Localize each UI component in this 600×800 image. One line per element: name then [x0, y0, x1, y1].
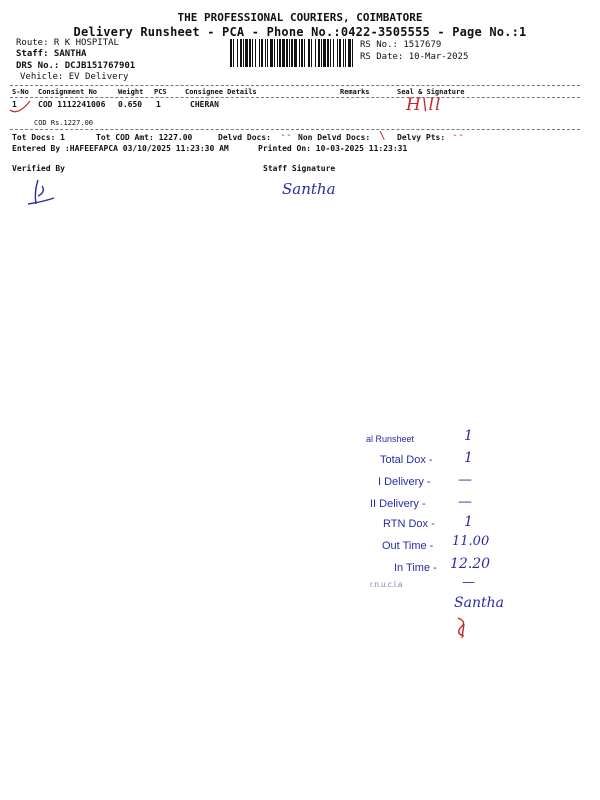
- stamp-faded-label: r.n.u.c.l.a: [370, 580, 403, 589]
- verified-by-label: Verified By: [12, 164, 65, 173]
- col-consignment-header: Consignment No: [38, 88, 98, 96]
- stamp-total-dox-label: Total Dox -: [380, 454, 433, 466]
- col-sno-header: S-No: [12, 88, 29, 96]
- col-remarks-header: Remarks: [340, 88, 370, 96]
- table-header-rule: [10, 97, 580, 98]
- col-consignee-header: Consignee Details: [185, 88, 257, 96]
- stamp-runsheet-label: al Runsheet: [366, 434, 415, 444]
- drs-number: DRS No.: DCJB151767901: [16, 61, 136, 71]
- tot-docs: Tot Docs: 1: [12, 133, 65, 142]
- non-delvd-docs: Non Delvd Docs:: [298, 133, 371, 142]
- stamp-in-time-value: 12.20: [450, 556, 491, 572]
- stamp-rtn-dox-value: 1: [464, 514, 473, 530]
- stamp-ii-delivery-value: —: [458, 494, 472, 510]
- stamp-i-delivery-value: —: [458, 472, 472, 488]
- row-pcs: 1: [156, 100, 161, 109]
- stamp-runsheet-value: 1: [464, 428, 473, 444]
- col-weight-header: Weight: [118, 88, 144, 96]
- printed-on: Printed On: 10-03-2025 11:23:31: [258, 144, 408, 153]
- stamp-in-time-label: In Time -: [394, 562, 437, 574]
- col-pcs-header: PCS: [154, 88, 167, 96]
- rs-number: RS No.: 1517679: [360, 40, 442, 50]
- stamp-i-delivery-label: I Delivery -: [378, 476, 431, 488]
- route-text: Route: R K HOSPITAL: [16, 38, 119, 48]
- stamp-total-dox-value: 1: [464, 450, 473, 466]
- stamp-out-time-value: 11.00: [452, 534, 490, 549]
- rs-date: RS Date: 10-Mar-2025: [360, 52, 469, 62]
- company-name: THE PROFESSIONAL COURIERS, COIMBATORE: [177, 11, 423, 24]
- delvd-docs-mark: --: [280, 130, 293, 141]
- vehicle-text: Vehicle: EV Delivery: [20, 72, 129, 82]
- col-seal-header: Seal & Signature: [397, 88, 465, 96]
- table-bottom-rule: [10, 129, 580, 130]
- tot-cod-amount: Tot COD Amt: 1227.00: [96, 133, 193, 142]
- stamp-ii-delivery-label: II Delivery -: [370, 498, 426, 510]
- staff-text: Staff: SANTHA: [16, 49, 87, 59]
- staff-signature: Santha: [282, 180, 336, 198]
- stamp-rtn-dox-label: RTN Dox -: [383, 518, 435, 530]
- table-top-rule: [10, 85, 580, 86]
- row-cod-amount: COD Rs.1227.00: [34, 119, 94, 127]
- runsheet-title: Delivery Runsheet - PCA - Phone No.:0422-3505555 - Page No.:1: [73, 25, 527, 39]
- row-sno: 1: [12, 100, 17, 109]
- row-weight: 0.650: [118, 100, 143, 109]
- row-consignment-no: COD 1112241006: [38, 100, 106, 109]
- row-consignee: CHERAN: [190, 100, 219, 109]
- barcode-image: [230, 39, 354, 67]
- stamp-out-time-label: Out Time -: [382, 540, 434, 552]
- verified-signature: [24, 178, 60, 208]
- stamp-red-mark: [450, 614, 478, 640]
- non-delvd-docs-mark: \: [379, 129, 386, 142]
- delvd-docs: Delvd Docs:: [218, 133, 271, 142]
- delvy-pts-mark: --: [452, 130, 465, 141]
- red-tick-mark: [8, 98, 34, 118]
- stamp-signature: Santha: [454, 595, 504, 611]
- entered-by: Entered By :HAFEEFAPCA 03/10/2025 11:23:30 AM: [12, 144, 229, 153]
- staff-signature-label: Staff Signature: [263, 164, 336, 173]
- stamp-faded-value: —: [462, 575, 475, 590]
- seal-signature-mark: H\ll: [406, 95, 442, 115]
- delvy-pts: Delvy Pts:: [397, 133, 446, 142]
